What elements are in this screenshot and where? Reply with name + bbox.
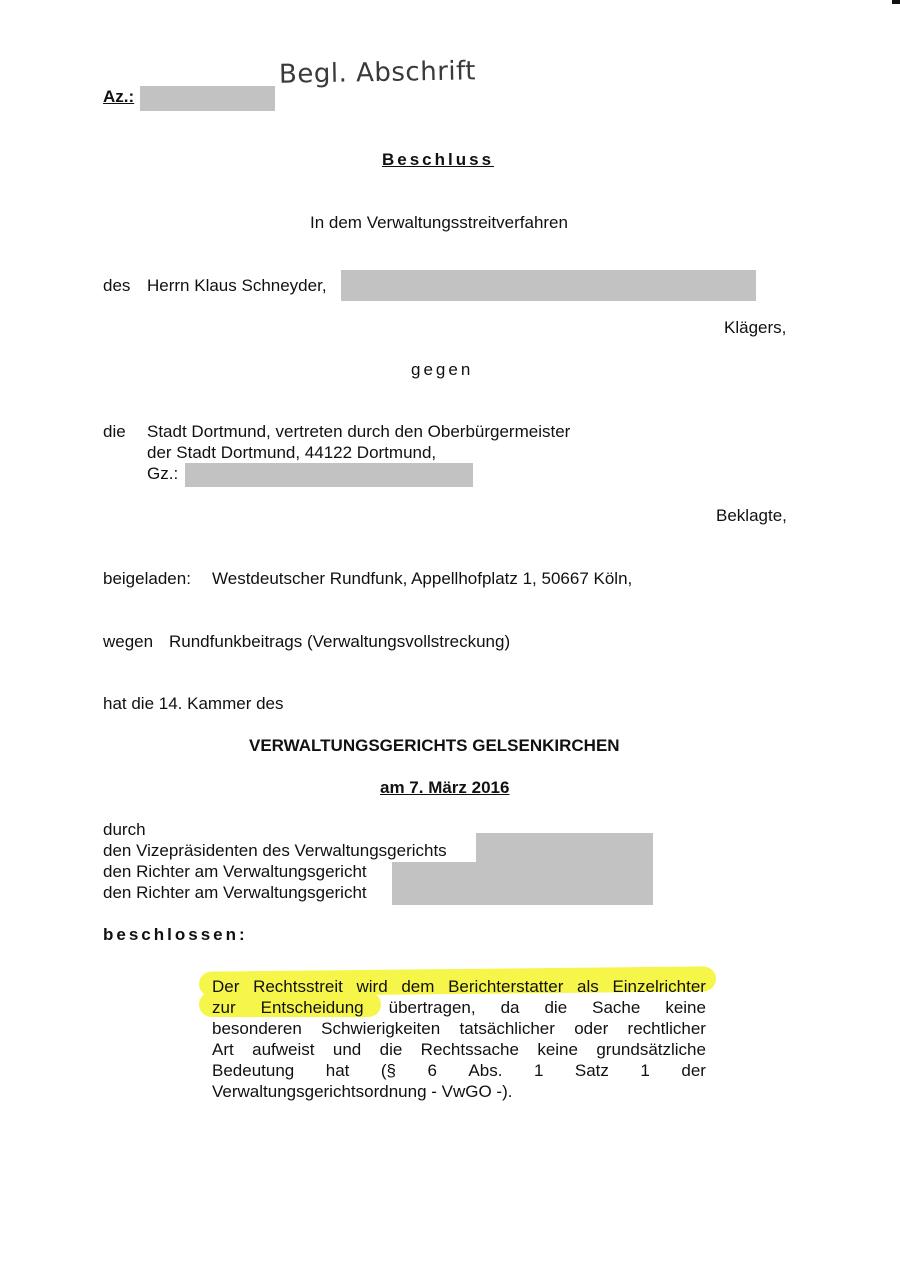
redaction-plaintiff-address <box>341 270 756 301</box>
ruling-line-5 <box>212 1061 706 1081</box>
intro-text: In dem Verwaltungsstreitverfahren <box>310 213 568 232</box>
defendant-line-2: der Stadt Dortmund, 44122 Dortmund, <box>147 443 437 462</box>
judges-intro: durch <box>103 820 146 839</box>
chamber-line: hat die 14. Kammer des <box>103 694 284 713</box>
certified-copy-stamp: Begl. Abschrift <box>278 56 477 90</box>
ruling-word: Schwierigkeiten <box>321 1019 441 1038</box>
ruling-line-1 <box>212 977 706 997</box>
ruling-word: dem <box>401 977 435 996</box>
summoned-value: Westdeutscher Rundfunk, Appellhofplatz 1, 50667 Köln, <box>212 569 633 588</box>
defendant-line-1: Stadt Dortmund, vertreten durch den Oberbürgermeister <box>147 422 571 441</box>
ruling-word: zur <box>212 998 236 1017</box>
defendant-prefix: die <box>103 422 126 441</box>
defendant-gz-label: Gz.: <box>147 464 179 483</box>
ruling-word: Rechtssache <box>420 1040 519 1059</box>
page-corner-mark <box>892 0 900 4</box>
ruling-word: und <box>332 1040 362 1059</box>
ruling-word: 6 <box>427 1061 437 1080</box>
judge-2: den Richter am Verwaltungsgericht <box>103 862 367 881</box>
ruling-word: oder <box>574 1019 609 1038</box>
ruling-word: rechtlicher <box>627 1019 706 1038</box>
plaintiff-prefix: des <box>103 276 131 295</box>
ruling-line-2 <box>212 998 706 1018</box>
versus-text: gegen <box>411 360 474 379</box>
ruling-word: Satz <box>574 1061 609 1080</box>
ruling-word: da <box>500 998 520 1017</box>
ruling-word: (§ <box>380 1061 396 1080</box>
ruling-line-3 <box>212 1019 706 1039</box>
redaction-judge-1 <box>476 833 653 863</box>
ruling-last-line: Verwaltungsgerichtsordnung - VwGO -). <box>212 1082 513 1101</box>
ruling-word: Berichterstatter <box>448 977 564 996</box>
judge-1: den Vizepräsidenten des Verwaltungsgerichts <box>103 841 447 860</box>
ruling-line-4 <box>212 1040 706 1060</box>
plaintiff-name: Herrn Klaus Schneyder, <box>147 276 327 295</box>
redaction-az <box>140 86 275 111</box>
plaintiff-role: Klägers, <box>724 318 787 337</box>
ruling-word: Sache <box>592 998 641 1017</box>
ruling-word: Rechtsstreit <box>253 977 343 996</box>
ruling-word: Der <box>212 977 240 996</box>
subject-value: Rundfunkbeitrags (Verwaltungsvollstreckung) <box>169 632 511 651</box>
ruling-word: Art <box>212 1040 234 1059</box>
summoned-label: beigeladen: <box>103 569 191 588</box>
ruling-word: als <box>577 977 599 996</box>
ruling-word: die <box>544 998 568 1017</box>
ruling-word: Entscheidung <box>260 998 364 1017</box>
ruling-word: keine <box>665 998 706 1017</box>
redaction-judges-2-3 <box>392 862 653 905</box>
ruling-word: Bedeutung <box>212 1061 295 1080</box>
decided-label: beschlossen: <box>103 925 248 944</box>
court-name: VERWALTUNGSGERICHTS GELSENKIRCHEN <box>249 736 620 755</box>
ruling-word: wird <box>356 977 388 996</box>
ruling-word: der <box>681 1061 706 1080</box>
judge-3: den Richter am Verwaltungsgericht <box>103 883 367 902</box>
ruling-word: Abs. <box>468 1061 503 1080</box>
ruling-word: 1 <box>533 1061 544 1080</box>
ruling-word: 1 <box>640 1061 650 1080</box>
ruling-word: die <box>379 1040 403 1059</box>
defendant-role: Beklagte, <box>716 506 787 525</box>
ruling-word: grundsätzliche <box>596 1040 706 1059</box>
az-label: Az.: <box>103 87 135 106</box>
redaction-gz <box>185 463 473 487</box>
ruling-word: aufweist <box>252 1040 315 1059</box>
ruling-word: hat <box>325 1061 350 1080</box>
ruling-word: Einzelrichter <box>612 977 706 996</box>
decision-date: am 7. März 2016 <box>380 778 510 797</box>
ruling-word: keine <box>537 1040 578 1059</box>
ruling-word: übertragen, <box>388 998 476 1017</box>
ruling-word: besonderen <box>212 1019 302 1038</box>
page-title: Beschluss <box>382 150 495 169</box>
ruling-word: tatsächlicher <box>459 1019 555 1038</box>
subject-label: wegen <box>103 632 154 651</box>
